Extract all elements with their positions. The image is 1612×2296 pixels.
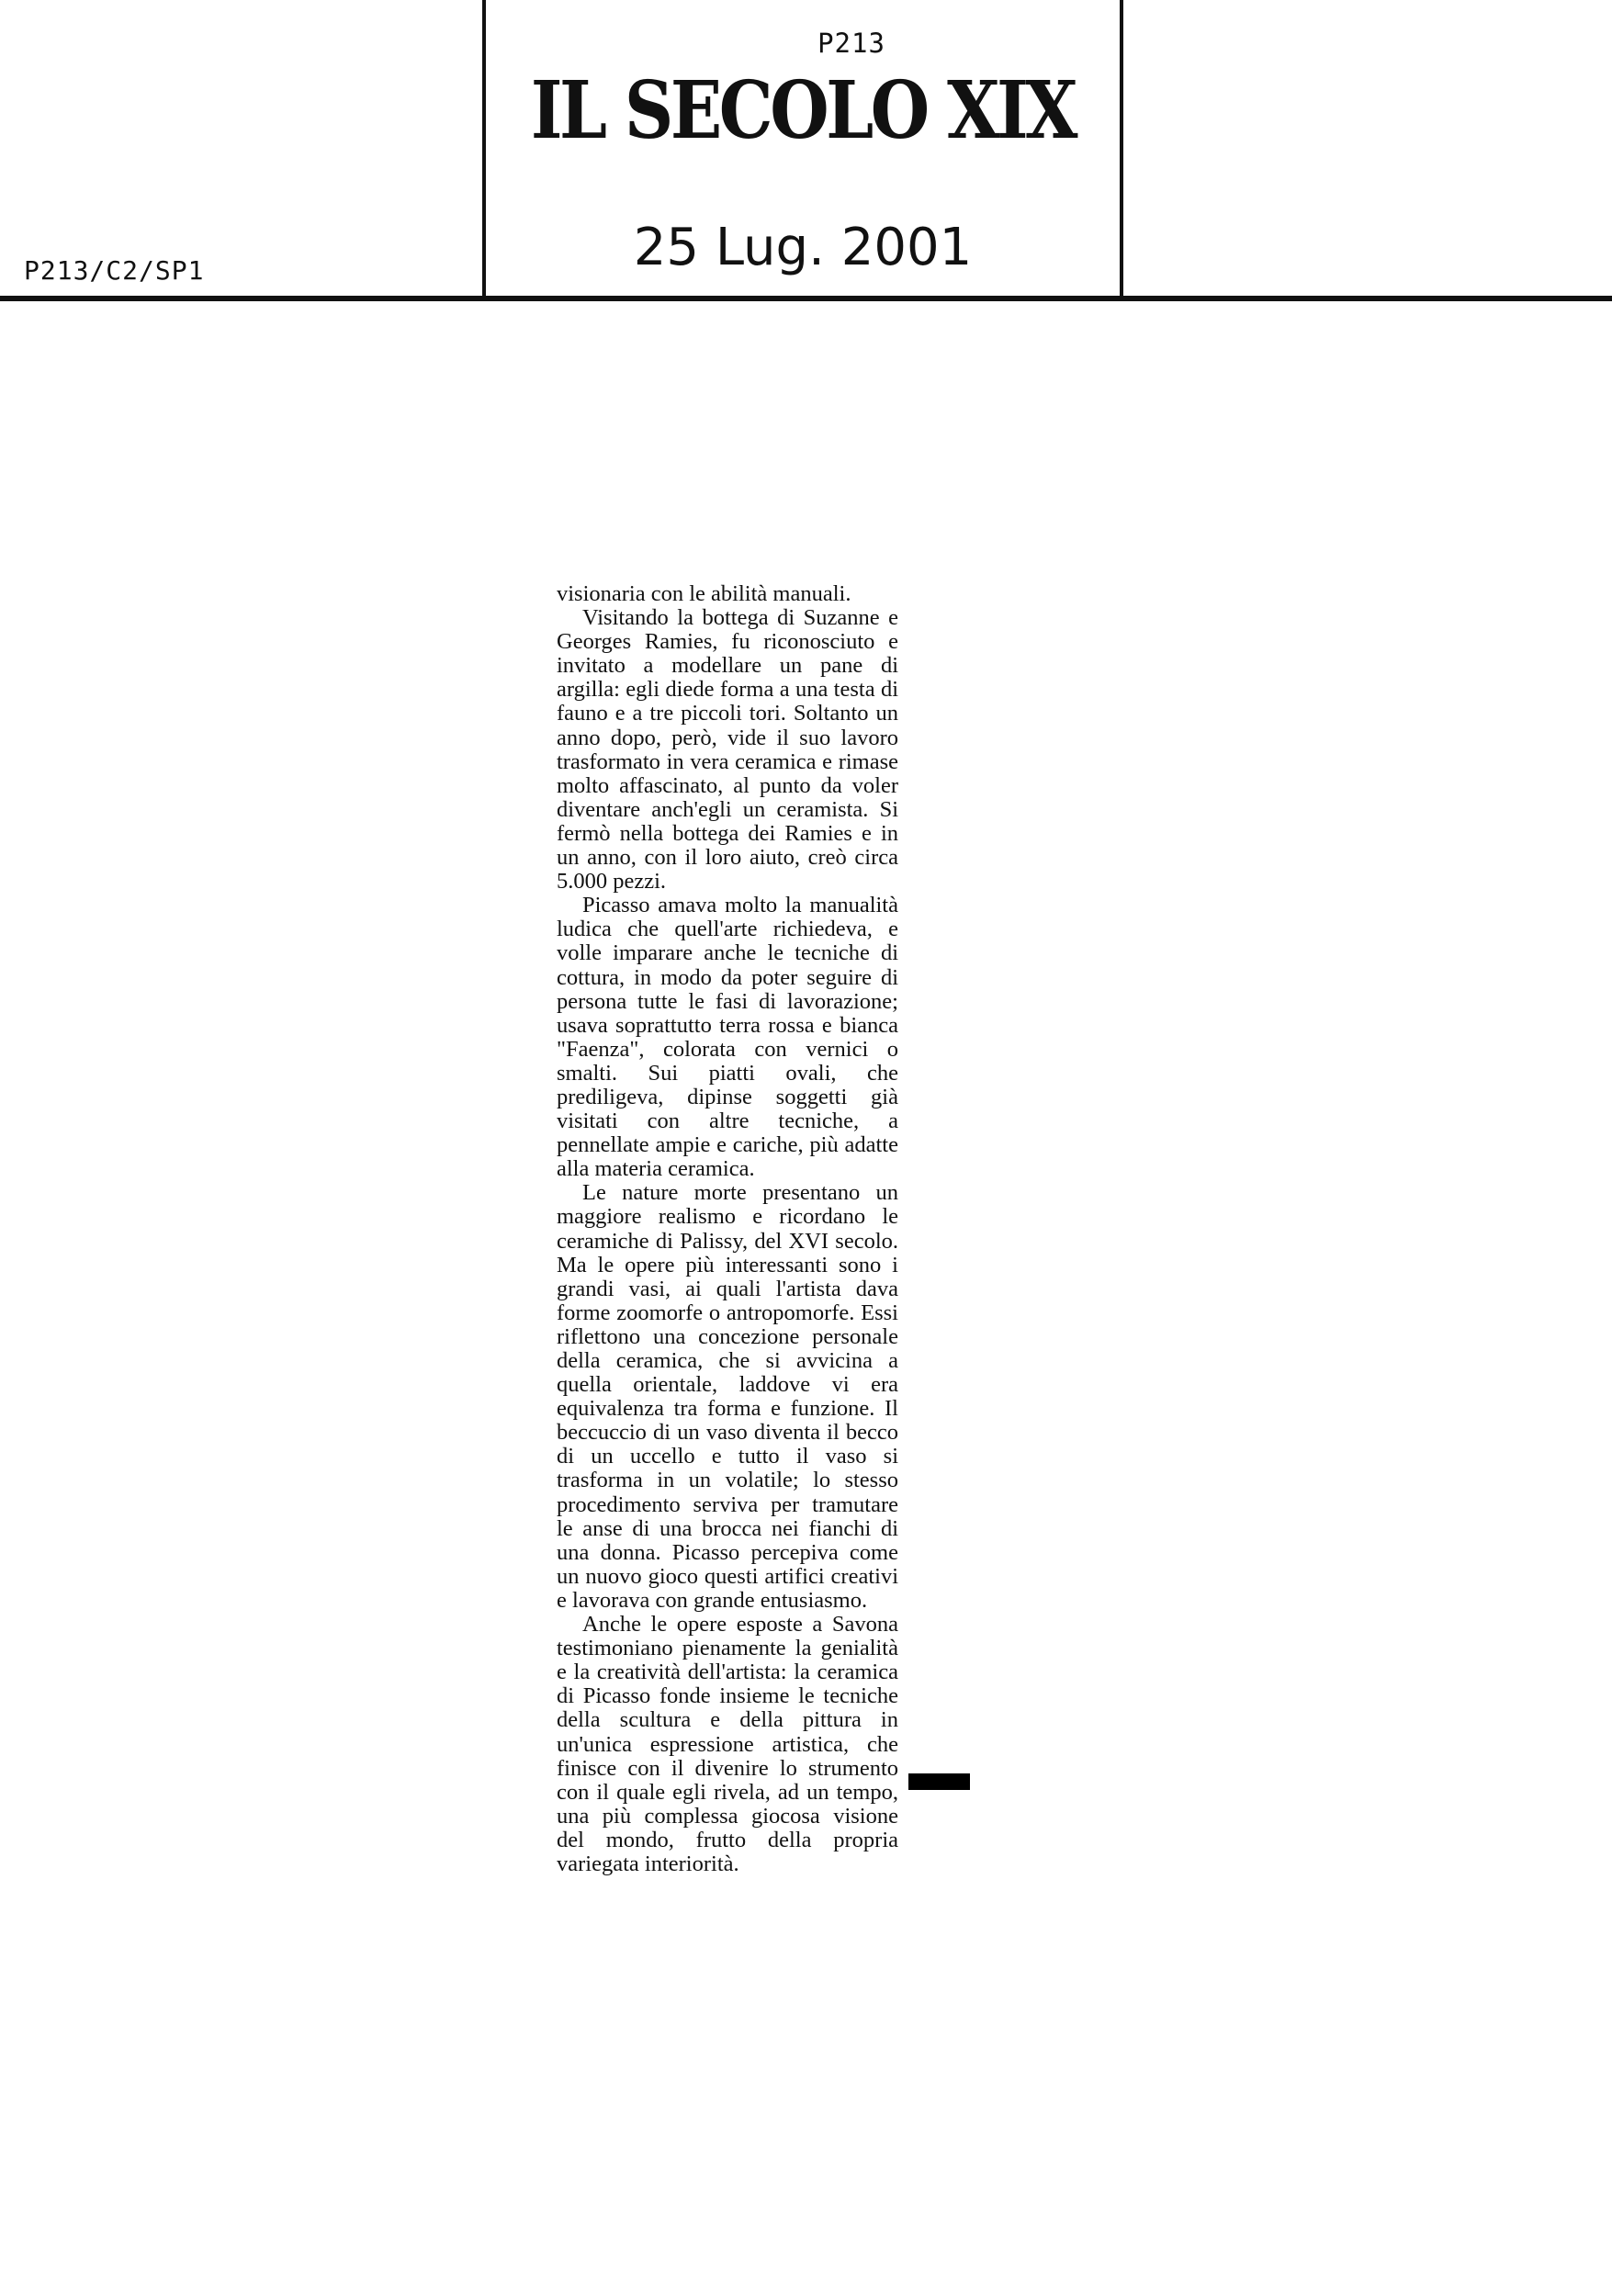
article-paragraph: Anche le opere esposte a Savona testimoniano pienamente la genialità e la creatività dell'artista: la ceramica di Picasso fonde insieme le tecniche della scultura e della pittura in un'unica espressione artistica, che finisce con il divenire lo strumento con il quale egli rivela, ad un tempo, una più complessa giocosa visione del mondo, frutto della propria variegata interiorità. xyxy=(557,1612,898,1876)
issue-date: 25 Lug. 2001 xyxy=(633,218,973,277)
end-of-article-marker xyxy=(908,1773,970,1790)
article-paragraph: Picasso amava molto la manualità ludica che quell'arte richiedeva, e volle imparare anche le tecniche di cottura, in modo da poter seguire di persona tutte le fasi di lavorazione; usava soprattutto terra rossa e bianca "Faenza", colorata con vernici o smalti. Sui piatti ovali, che prediligeva, dipinse soggetti già visitati con altre tecniche, a pennellate ampie e cariche, più adatte alla materia ceramica. xyxy=(557,893,898,1182)
newspaper-masthead: IL SECOLO XIX xyxy=(530,64,1076,157)
section-code: P213/C2/SP1 xyxy=(24,255,205,286)
header-bottom-rule xyxy=(0,296,1612,301)
header-divider-right xyxy=(1120,0,1123,299)
article-paragraph: visionaria con le abilità manuali. xyxy=(557,581,851,606)
press-code: P213 xyxy=(817,28,885,59)
article-paragraph: Le nature morte presentano un maggiore realismo e ricordano le ceramiche di Palissy, del XVI secolo. Ma le opere più interessanti sono i grandi vasi, ai quali l'artista dava forme zoomorfe o antropomorfe. Essi riflettono una concezione personale della ceramica, che si avvicina a quella orientale, laddove vi era equivalenza tra forma e funzione. Il beccuccio di un vaso diventa il becco di un uccello e tutto il vaso si trasforma in un volatile; lo stesso procedimento serviva per tramutare le anse di una brocca nei fianchi di una donna. Picasso percepiva come un nuovo gioco questi artifici creativi e lavorava con grande entusiasmo. xyxy=(557,1180,898,1613)
article-column xyxy=(557,582,898,1876)
article-paragraph: Visitando la bottega di Suzanne e Georges Ramies, fu riconosciuto e invitato a modellare un pane di argilla: egli diede forma a una testa di fauno e a tre piccoli tori. Soltanto un anno dopo, però, vide il suo lavoro trasformato in vera ceramica e rimase molto affascinato, al punto da voler diventare anch'egli un ceramista. Si fermò nella bottega dei Ramies e in un anno, con il loro aiuto, creò circa 5.000 pezzi. xyxy=(557,605,898,895)
